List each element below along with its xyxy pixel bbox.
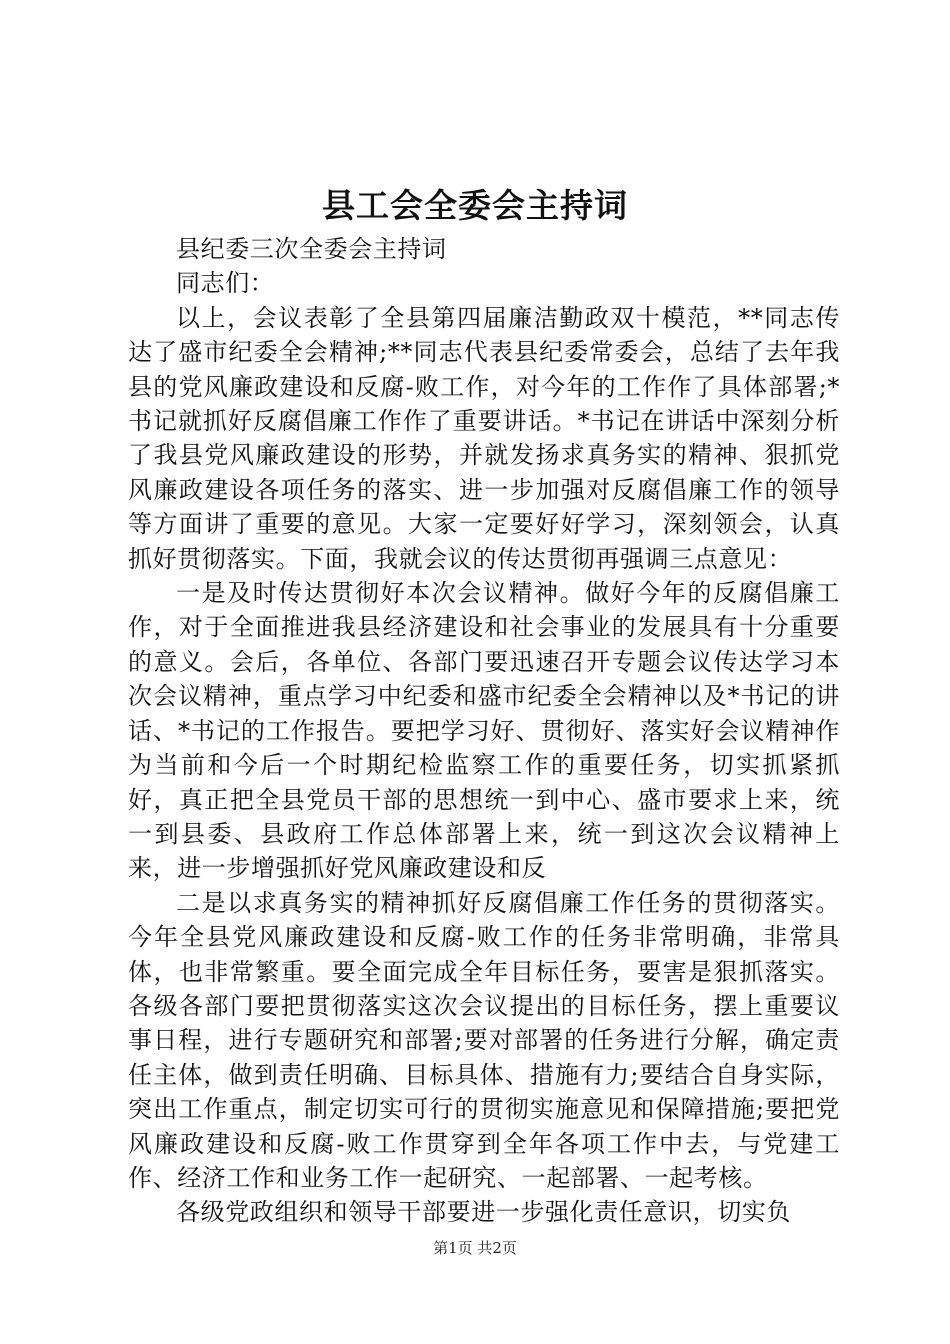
salutation-paragraph: 同志们： — [176, 269, 275, 298]
subtitle-paragraph: 县纪委三次全委会主持词 — [176, 235, 447, 263]
body-paragraph: 以上，会议表彰了全县第四届廉洁勤政双十模范，**同志传达了盛市纪委全会精神;**同志代表县纪委常委会，总结了去年我县的党风廉政建设和反腐-败工作，对今年的工作作了具体部署;*书记就抓好反腐倡廉工作作了重要讲话。*书记在讲话中深刻分析了我县党风廉政建设的形势，并就发扬求真务实的精神、狠抓党风廉政建设各项任务的落实、进一步加强对反腐倡廉工作的领导等方面讲了重要的意见。大家一定要好好学习，深刻领会，认真抓好贯彻落实。下面，我就会议的传达贯彻再强调三点意见： — [128, 303, 840, 573]
page-footer: 第1页 共2页 — [433, 1239, 517, 1257]
body-paragraph: 二是以求真务实的精神抓好反腐倡廉工作任务的贯彻落实。今年全县党风廉政建设和反腐-败工作的任务非常明确，非常具体，也非常繁重。要全面完成全年目标任务，要害是狠抓落实。各级各部门要把贯彻落实这次会议提出的目标任务，摆上重要议事日程，进行专题研究和部署;要对部署的任务进行分解，确定责任主体，做到责任明确、目标具体、措施有力;要结合自身实际，突出工作重点，制定切实可行的贯彻实施意见和保障措施;要把党风廉政建设和反腐-败工作贯穿到全年各项工作中去，与党建工作、经济工作和业务工作一起研究、一起部署、一起考核。 — [128, 888, 840, 1192]
document-title: 县工会全委会主持词 — [322, 186, 628, 225]
body-paragraph: 一是及时传达贯彻好本次会议精神。做好今年的反腐倡廉工作，对于全面推进我县经济建设和社会事业的发展具有十分重要的意义。会后，各单位、各部门要迅速召开专题会议传达学习本次会议精神，重点学习中纪委和盛市纪委全会精神以及*书记的讲话、*书记的工作报告。要把学习好、贯彻好、落实好会议精神作为当前和今后一个时期纪检监察工作的重要任务，切实抓紧抓好，真正把全县党员干部的思想统一到中心、盛市要求上来，统一到县委、县政府工作总体部署上来，统一到这次会议精神上来，进一步增强抓好党风廉政建设和反 — [128, 579, 840, 883]
body-paragraph: 各级党政组织和领导干部要进一步强化责任意识，切实负 — [176, 1198, 791, 1227]
document-body — [128, 232, 840, 1230]
